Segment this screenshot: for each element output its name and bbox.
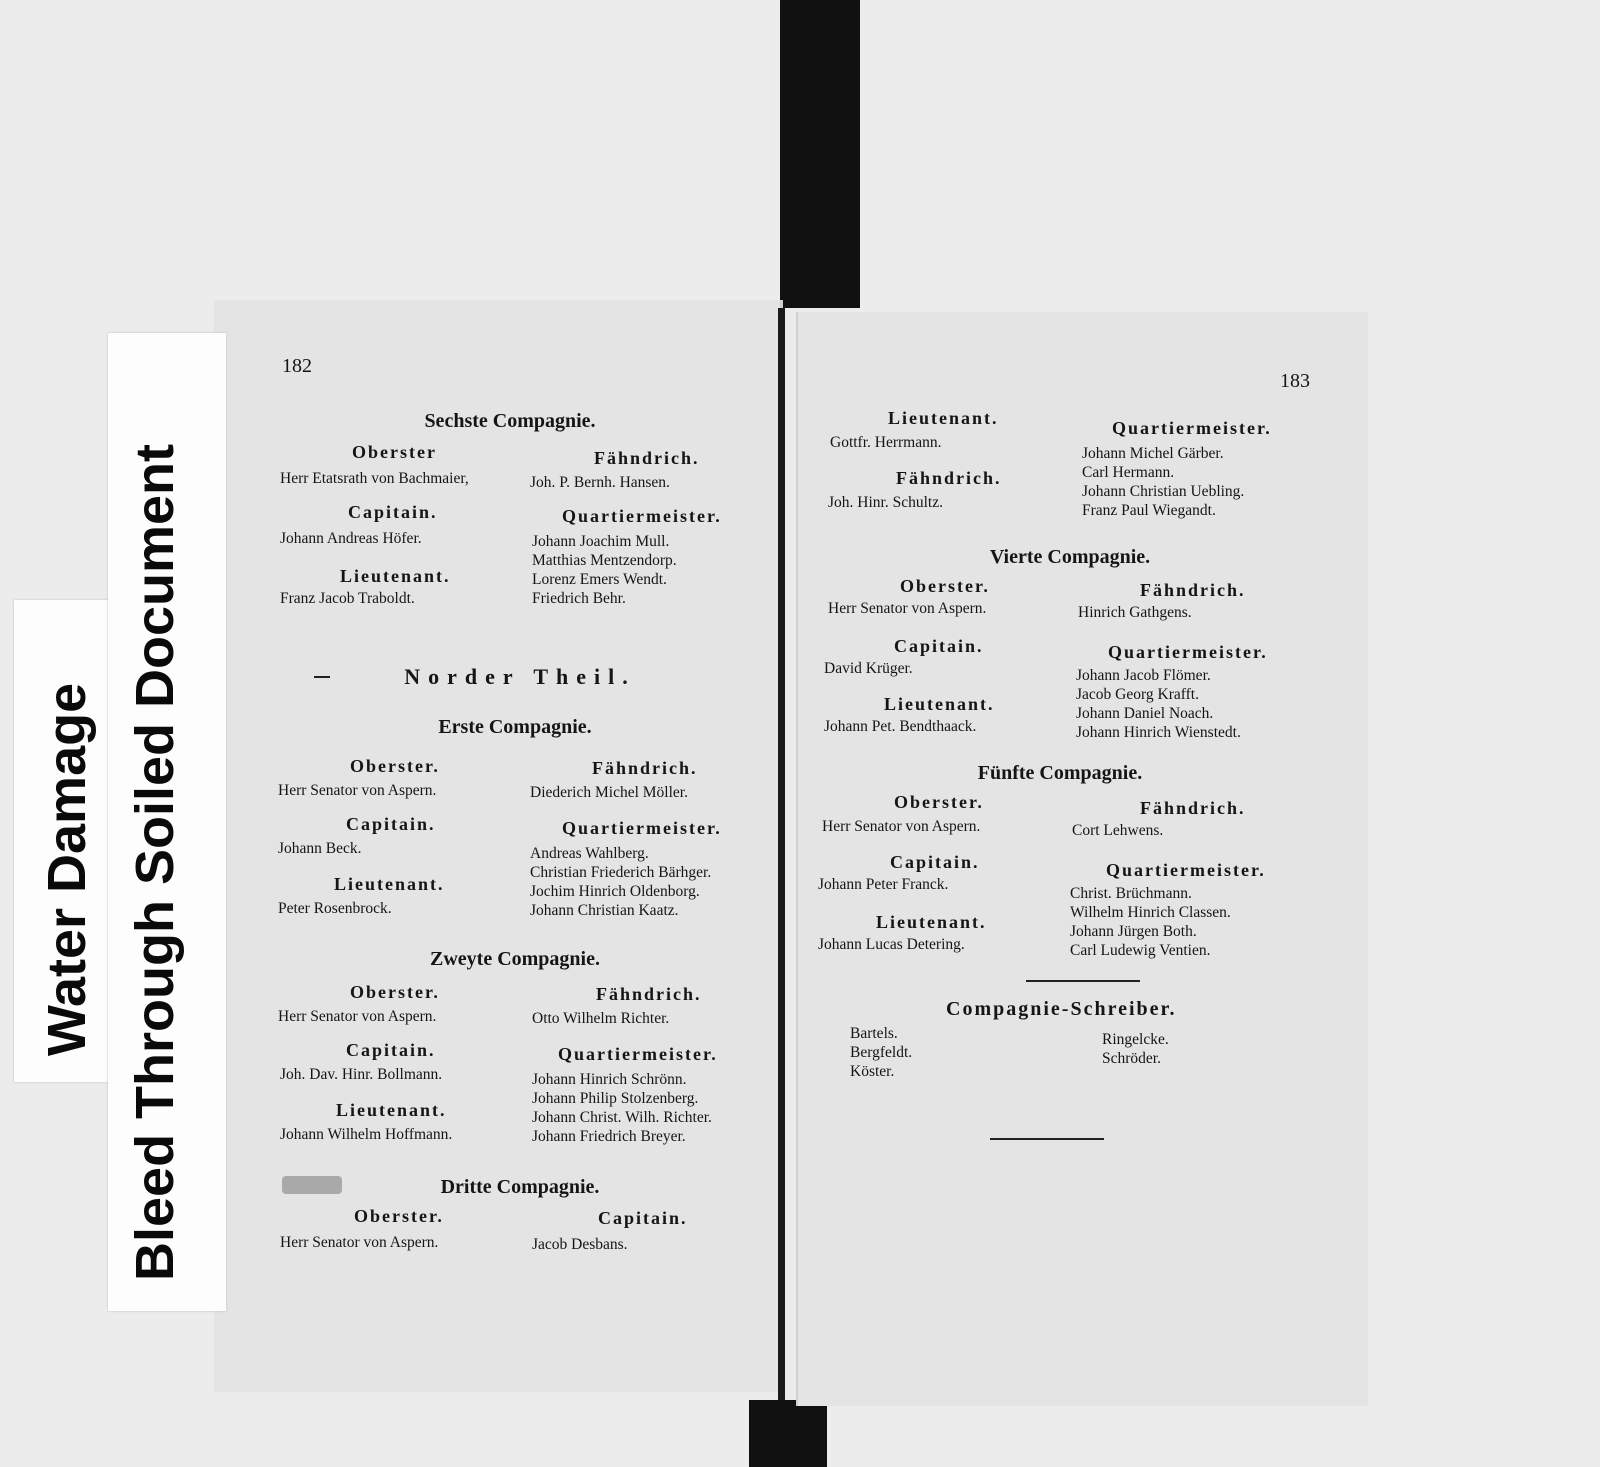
sechste-faehndrich-label: Fähndrich.	[594, 448, 700, 468]
dritte-quartiermeister-label: Quartiermeister.	[1112, 418, 1272, 438]
end-rule	[990, 1138, 1104, 1140]
erste-lieutenant-label: Lieutenant.	[334, 874, 445, 894]
list-item: Bergfeldt.	[850, 1044, 913, 1061]
vierte-oberster-label: Oberster.	[900, 576, 990, 596]
binding-strap-bottom	[749, 1400, 827, 1467]
dritte-capitain-label: Capitain.	[598, 1208, 688, 1228]
zweyte-lieutenant-name: Johann Wilhelm Hoffmann.	[280, 1126, 453, 1143]
erste-oberster-name: Herr Senator von Aspern.	[278, 782, 437, 799]
sechste-quartiermeister-label: Quartiermeister.	[562, 506, 722, 526]
erste-capitain-name: Johann Beck.	[278, 840, 362, 857]
fuenfte-faehndrich-name: Cort Lehwens.	[1072, 822, 1164, 839]
sechste-capitain-label: Capitain.	[348, 502, 438, 522]
list-item: Carl Ludewig Ventien.	[1070, 942, 1211, 959]
dritte-compagnie-title: Dritte Compagnie.	[440, 1176, 600, 1198]
list-item: Christ. Brüchmann.	[1070, 885, 1192, 902]
list-item: Johann Hinrich Schrönn.	[532, 1071, 687, 1088]
zweyte-capitain-name: Joh. Dav. Hinr. Bollmann.	[280, 1066, 443, 1083]
dritte-oberster-label: Oberster.	[354, 1206, 444, 1226]
list-item: Jacob Georg Krafft.	[1076, 686, 1199, 703]
vierte-lieutenant-label: Lieutenant.	[884, 694, 995, 714]
zweyte-lieutenant-label: Lieutenant.	[336, 1100, 447, 1120]
page-gutter	[778, 308, 785, 1400]
list-item: Johann Christ. Wilh. Richter.	[532, 1109, 712, 1126]
sechste-compagnie-title: Sechste Compagnie.	[424, 410, 596, 432]
water-damage-label: Water Damage	[37, 682, 97, 1056]
dash-mark	[314, 676, 330, 678]
vierte-faehndrich-label: Fähndrich.	[1140, 580, 1246, 600]
erste-faehndrich-label: Fähndrich.	[592, 758, 698, 778]
norder-theil-title: Norder Theil.	[404, 664, 636, 689]
zweyte-compagnie-title: Zweyte Compagnie.	[430, 948, 600, 970]
page-number-left: 182	[282, 355, 312, 377]
list-item: Johann Jacob Flömer.	[1076, 667, 1211, 684]
sechste-oberster-label: Oberster	[352, 442, 437, 462]
fuenfte-quartiermeister-label: Quartiermeister.	[1106, 860, 1266, 880]
sechste-faehndrich-name: Joh. P. Bernh. Hansen.	[530, 474, 670, 491]
zweyte-quartiermeister-list	[532, 1070, 712, 1146]
schreiber-title: Compagnie-Schreiber.	[946, 998, 1177, 1020]
vierte-lieutenant-name: Johann Pet. Bendthaack.	[824, 718, 977, 735]
bleed-through-tab	[108, 333, 226, 1311]
list-item: Bartels.	[850, 1025, 898, 1042]
erste-quartiermeister-label: Quartiermeister.	[562, 818, 722, 838]
list-item: Andreas Wahlberg.	[530, 845, 649, 862]
list-item: Schröder.	[1102, 1050, 1161, 1067]
ink-smudge	[282, 1176, 342, 1194]
list-item: Johann Joachim Mull.	[532, 533, 670, 550]
list-item: Jochim Hinrich Oldenborg.	[530, 883, 700, 900]
fuenfte-compagnie-title: Fünfte Compagnie.	[977, 762, 1143, 784]
zweyte-quartiermeister-label: Quartiermeister.	[558, 1044, 718, 1064]
zweyte-oberster-label: Oberster.	[350, 982, 440, 1002]
list-item: Johann Michel Gärber.	[1082, 445, 1224, 462]
list-item: Matthias Mentzendorp.	[532, 552, 677, 569]
list-item: Köster.	[850, 1063, 895, 1080]
vierte-capitain-label: Capitain.	[894, 636, 984, 656]
erste-oberster-label: Oberster.	[350, 756, 440, 776]
dritte-lieutenant-label: Lieutenant.	[888, 408, 999, 428]
list-item: Christian Friederich Bärhger.	[530, 864, 712, 881]
zweyte-faehndrich-name: Otto Wilhelm Richter.	[532, 1010, 670, 1027]
list-item: Johann Daniel Noach.	[1076, 705, 1214, 722]
list-item: Johann Christian Uebling.	[1082, 483, 1245, 500]
vierte-quartiermeister-label: Quartiermeister.	[1108, 642, 1268, 662]
dritte-faehndrich-name: Joh. Hinr. Schultz.	[828, 494, 943, 511]
list-item: Friedrich Behr.	[532, 590, 626, 607]
fuenfte-faehndrich-label: Fähndrich.	[1140, 798, 1246, 818]
list-item: Johann Friedrich Breyer.	[532, 1128, 686, 1145]
list-item: Wilhelm Hinrich Classen.	[1070, 904, 1231, 921]
fuenfte-capitain-name: Johann Peter Franck.	[818, 876, 949, 893]
vierte-quartiermeister-list	[1076, 666, 1241, 742]
dritte-lieutenant-name: Gottfr. Herrmann.	[830, 434, 942, 451]
sechste-lieutenant-name: Franz Jacob Traboldt.	[280, 590, 415, 607]
sechste-quartiermeister-list	[532, 532, 677, 608]
list-item: Johann Christian Kaatz.	[530, 902, 679, 919]
dritte-capitain-name: Jacob Desbans.	[532, 1236, 628, 1253]
zweyte-oberster-name: Herr Senator von Aspern.	[278, 1008, 437, 1025]
fuenfte-lieutenant-label: Lieutenant.	[876, 912, 987, 932]
erste-compagnie-title: Erste Compagnie.	[438, 716, 592, 738]
water-damage-tab	[14, 600, 114, 1082]
list-item: Johann Philip Stolzenberg.	[532, 1090, 699, 1107]
fuenfte-oberster-name: Herr Senator von Aspern.	[822, 818, 981, 835]
fuenfte-lieutenant-name: Johann Lucas Detering.	[818, 936, 965, 953]
list-item: Carl Hermann.	[1082, 464, 1175, 481]
dritte-oberster-name: Herr Senator von Aspern.	[280, 1234, 439, 1251]
list-item: Johann Hinrich Wienstedt.	[1076, 724, 1241, 741]
fuenfte-oberster-label: Oberster.	[894, 792, 984, 812]
erste-capitain-label: Capitain.	[346, 814, 436, 834]
sechste-lieutenant-label: Lieutenant.	[340, 566, 451, 586]
binding-strap-top	[780, 0, 860, 308]
list-item: Ringelcke.	[1102, 1031, 1169, 1048]
page-number-right: 183	[1280, 370, 1310, 392]
erste-quartiermeister-list	[530, 844, 711, 920]
dritte-quartiermeister-list	[1082, 444, 1244, 520]
bleed-through-label: Bleed Through Soiled Document	[125, 443, 185, 1281]
vierte-capitain-name: David Krüger.	[824, 660, 913, 677]
fuenfte-capitain-label: Capitain.	[890, 852, 980, 872]
vierte-faehndrich-name: Hinrich Gathgens.	[1078, 604, 1192, 621]
schreiber-list-right	[1102, 1030, 1169, 1068]
list-item: Johann Jürgen Both.	[1070, 923, 1197, 940]
sechste-oberster-name: Herr Etatsrath von Bachmaier,	[280, 470, 469, 487]
zweyte-capitain-label: Capitain.	[346, 1040, 436, 1060]
erste-faehndrich-name: Diederich Michel Möller.	[530, 784, 688, 801]
fuenfte-quartiermeister-list	[1070, 884, 1231, 960]
divider-rule	[1026, 980, 1140, 982]
zweyte-faehndrich-label: Fähndrich.	[596, 984, 702, 1004]
list-item: Franz Paul Wiegandt.	[1082, 502, 1216, 519]
sechste-capitain-name: Johann Andreas Höfer.	[280, 530, 422, 547]
erste-lieutenant-name: Peter Rosenbrock.	[278, 900, 392, 917]
schreiber-list-left	[850, 1024, 912, 1081]
vierte-compagnie-title: Vierte Compagnie.	[989, 546, 1151, 568]
list-item: Lorenz Emers Wendt.	[532, 571, 667, 588]
vierte-oberster-name: Herr Senator von Aspern.	[828, 600, 987, 617]
dritte-faehndrich-label: Fähndrich.	[896, 468, 1002, 488]
